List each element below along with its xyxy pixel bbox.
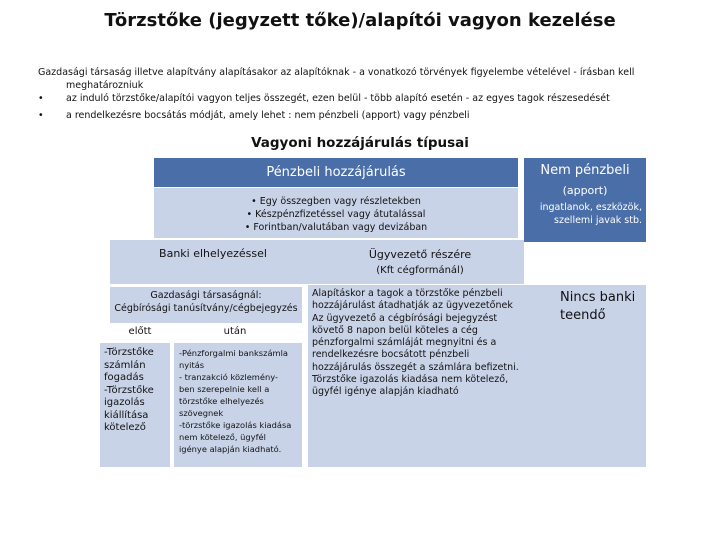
after-line: -Pénzforgalmi bankszámla [179,348,289,358]
manager-line: Alapításkor a tagok a törzstőke pénzbeli [312,288,503,299]
bullet-text: az induló törzstőke/alapítói vagyon teljes összegét, ezen belül - több alapító esetén - az egyes tagok részesedését [66,93,610,104]
intro-line-2: meghatározniuk [66,80,144,91]
before-line: -Törzstőke [104,347,154,358]
apport-label: (apport) [562,184,608,197]
after-line: törzstőke elhelyezés [179,396,264,406]
assets-line: ingatlanok, eszközök, [539,202,642,213]
manager-line: Az ügyvezető a cégbírósági bejegyzést [312,312,498,324]
bank-inner-line: Gazdasági társaságnál: [150,290,262,301]
cash-items [154,188,518,238]
after-label: után [223,326,247,337]
after-line: nem kötelező, ügyfél [179,432,266,442]
manager-line: Törzstőke igazolás kiadása nem kötelező, [312,374,509,386]
cash-header: Pénzbeli hozzájárulás [154,158,518,187]
after-line: igénye alapján kiadható. [179,444,282,454]
assets-line: szellemi javak stb. [554,215,642,226]
noncash-header: Nem pénzbeli [524,158,646,184]
manager-line: ügyfél igénye alapján kiadható [312,386,459,398]
after-line: -törzstőke igazolás kiadása [179,420,292,430]
intro-line-1: Gazdasági társaság illetve alapítvány alapításakor az alapítóknak - a vonatkozó törvények figyelembe vételével - írásban kell [38,67,635,78]
bullet-text: a rendelkezésre bocsátás módját, amely lehet : nem pénzbeli (apport) vagy pénzbeli [66,110,470,121]
bullet-dot: • [38,93,44,104]
no-bank-note [560,289,650,325]
before-line: fogadás [104,372,144,383]
after-line: szövegnek [179,408,224,418]
bank-inner-line: Cégbírósági tanúsítvány/cégbejegyzés [114,303,298,314]
no-bank-line: teendő [560,308,606,323]
cash-item: • Forintban/valutában vagy devizában [244,222,428,233]
bank-header: Banki elhelyezéssel [110,240,316,284]
after-line: - tranzakció közlemény- [179,372,279,382]
manager-title: Ügyvezető részére [368,248,472,261]
noncash-body [524,184,646,242]
before-body [100,343,170,467]
manager-body [308,285,524,467]
before-line: kötelező [104,422,146,433]
section-subtitle: Vagyoni hozzájárulás típusai [251,135,469,151]
before-line: igazolás [104,397,145,408]
cash-item: • Készpénzfizetéssel vagy átutalással [246,209,426,220]
manager-line: pénzforgalmi számláját megnyitni és a [312,337,497,349]
after-line: nyitás [179,360,205,370]
before-label: előtt [128,326,152,337]
manager-line: követő 8 napon belül köteles a cég [312,324,478,336]
manager-line: rendelkezésre bocsátott pénzbeli [312,349,470,361]
after-line: ben szerepelnie kell a [179,384,270,394]
manager-header [316,240,524,284]
page-title: Törzstőke (jegyzett tőke)/alapítói vagyon kezelése [104,10,616,31]
intro-text [38,66,698,92]
manager-line: hozzájárulást átadhatják az ügyvezetőnek [312,300,513,312]
cash-item: • Egy összegben vagy részletekben [251,196,421,207]
bullet-dot: • [38,110,44,121]
before-line: számlán [104,359,146,371]
before-line: kiállítása [104,409,149,421]
manager-subtitle: (Kft cégformánál) [376,265,464,276]
before-line: -Törzstőke [104,384,154,396]
no-bank-line: Nincs banki [560,290,636,305]
bank-registration-box [110,287,302,323]
after-body [174,343,302,467]
manager-line: hozzájárulás összegét a számlára befizetni. [312,361,519,373]
